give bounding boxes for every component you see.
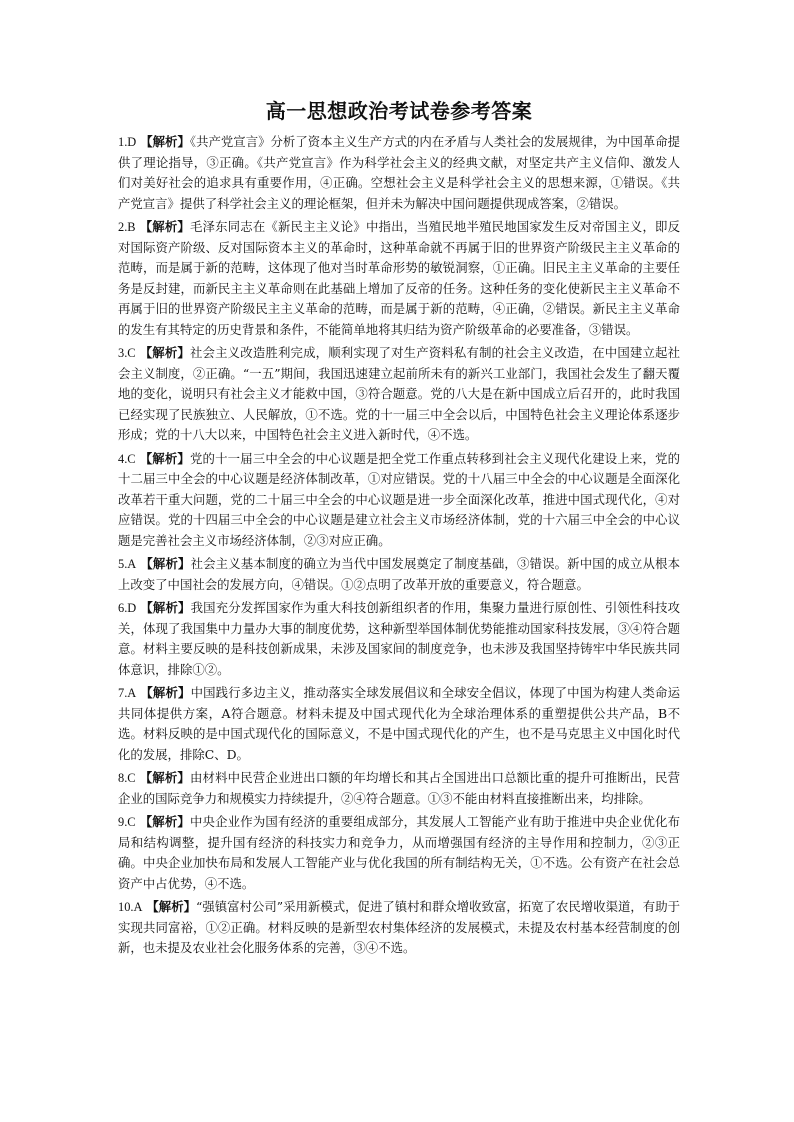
answer-number: 2.B xyxy=(118,220,136,234)
answer-number: 9.C xyxy=(118,815,136,829)
answer-text: 中国践行多边主义，推动落实全球发展倡议和全球安全倡议，体现了中国为构建人类命运共同体提供方案，A符合题意。材料未提及中国式现代化为全球治理体系的重塑提供公共产品，B不选。材料反映的是中国式现代化的国际意义，不是中国式现代化的产生，也不是马克思主义中国化时代化的发展，排除C、D。 xyxy=(118,685,680,762)
analysis-tag: 【解析】 xyxy=(140,556,191,571)
answer-item xyxy=(118,132,680,214)
answer-item xyxy=(118,812,680,894)
analysis-tag: 【解析】 xyxy=(139,345,190,360)
answer-item xyxy=(118,897,680,959)
answer-list xyxy=(118,132,680,959)
answer-number: 8.C xyxy=(118,771,136,785)
answer-item xyxy=(118,449,680,552)
answer-item xyxy=(118,683,680,765)
answer-item xyxy=(118,217,680,340)
analysis-tag: 【解析】 xyxy=(140,685,191,700)
answer-number: 5.A xyxy=(118,557,137,571)
answer-number: 1.D xyxy=(118,135,137,149)
analysis-tag: 【解析】 xyxy=(139,450,190,466)
answer-text: 由材料中民营企业进出口额的年均增长和其占全国进出口总额比重的提升可推断出，民营企业的国际竞争力和规模实力持续提升，②④符合题意。①③不能由材料直接推断出来，均排除。 xyxy=(118,770,680,806)
answer-text: 《共产党宣言》分析了资本主义生产方式的内在矛盾与人类社会的发展规律，为中国革命提供了理论指导，③正确。《共产党宣言》作为科学社会主义的经典文献，对坚定共产主义信仰、激发人们对美好社会的追求具有重要作用，④正确。空想社会主义是科学社会主义的思想来源，①错误。《共产党宣言》提供了科学社会主义的理论框架，但并未为解决中国问题提供现成答案，②错误。 xyxy=(118,134,680,211)
answer-text: 社会主义改造胜利完成，顺利实现了对生产资料私有制的社会主义改造，在中国建立起社会主义制度，②正确。“一五”期间，我国迅速建立起前所未有的新兴工业部门，我国社会发生了翻天覆地的变化，说明只有社会主义才能救中国，③符合题意。党的八大是在新中国成立后召开的，此时我国已经实现了民族独立、人民解放，①不选。党的十一届三中全会以后，中国特色社会主义理论体系逐步形成；党的十八大以来，中国特色社会主义进入新时代，④不选。 xyxy=(118,345,680,442)
answer-number: 6.D xyxy=(118,601,137,615)
analysis-tag: 【解析】 xyxy=(139,770,190,785)
answer-text: 毛泽东同志在《新民主主义论》中指出，当殖民地半殖民地国家发生反对帝国主义，即反对国际资产阶级、反对国际资本主义的革命时，这种革命就不再属于旧的世界资产阶级民主主义革命的范畴，而是属于新的范畴，这体现了他对当时革命形势的敏锐洞察，①正确。旧民主主义革命的主要任务是反封建，而新民主主义革命则在此基础上增加了反帝的任务。这种任务的变化使新民主主义革命不再属于旧的世界资产阶级民主主义革命的范畴，而是属于新的范畴，④正确，②错误。新民主主义革命的发生有其特定的历史背景和条件，不能简单地将其归结为资产阶级革命的必要准备，③错误。 xyxy=(118,219,680,337)
answer-item xyxy=(118,554,680,595)
analysis-tag: 【解析】 xyxy=(140,134,190,149)
answer-number: 4.C xyxy=(118,451,136,466)
analysis-tag: 【解析】 xyxy=(140,600,191,615)
analysis-tag: 【解析】 xyxy=(139,814,190,829)
analysis-tag: 【解析】 xyxy=(146,899,197,914)
analysis-tag: 【解析】 xyxy=(139,219,190,234)
answer-sheet xyxy=(118,98,680,962)
answer-text: 中央企业作为国有经济的重要组成部分，其发展人工智能产业有助于推进中央企业优化布局和结构调整，提升国有经济的科技实力和竞争力，从而增强国有经济的主导作用和控制力，②③正确。中央企业加快布局和发展人工智能产业与优化我国的所有制结构无关，①不选。公有资产在社会总资产中占优势，④不选。 xyxy=(118,814,680,891)
answer-item xyxy=(118,598,680,680)
answer-number: 3.C xyxy=(118,346,136,360)
answer-number: 10.A xyxy=(118,900,143,914)
answer-text: 党的十一届三中全会的中心议题是把全党工作重点转移到社会主义现代化建设上来，党的十二届三中全会的中心议题是经济体制改革，①对应错误。党的十八届三中全会的中心议题是全面深化改革若干重大问题，党的二十届三中全会的中心议题是进一步全面深化改革，推进中国式现代化，④对应错误。党的十四届三中全会的中心议题是建立社会主义市场经济体制，党的十六届三中全会的中心议题是完善社会主义市场经济体制，②③对应正确。 xyxy=(118,450,680,548)
answer-item xyxy=(118,768,680,809)
answer-item xyxy=(118,343,680,446)
page-title: 高一思想政治考试卷参考答案 xyxy=(265,99,533,123)
answer-text: 社会主义基本制度的确立为当代中国发展奠定了制度基础，③错误。新中国的成立从根本上改变了中国社会的发展方向，④错误。①②点明了改革开放的重要意义，符合题意。 xyxy=(118,556,680,592)
answer-text: “强镇富村公司”采用新模式，促进了镇村和群众增收致富，拓宽了农民增收渠道，有助于实现共同富裕，①②正确。材料反映的是新型农村集体经济的发展模式，未提及农村基本经营制度的创新，也未提及农业社会化服务体系的完善，③④不选。 xyxy=(118,899,680,955)
answer-number: 7.A xyxy=(118,686,137,700)
answer-text: 我国充分发挥国家作为重大科技创新组织者的作用，集聚力量进行原创性、引领性科技攻关，体现了我国集中力量办大事的制度优势，这种新型举国体制优势能推动国家科技发展，③④符合题意。材料主要反映的是科技创新成果，未涉及国家间的制度竞争，也未涉及我国坚持铸牢中华民族共同体意识，排除①②。 xyxy=(118,600,680,677)
